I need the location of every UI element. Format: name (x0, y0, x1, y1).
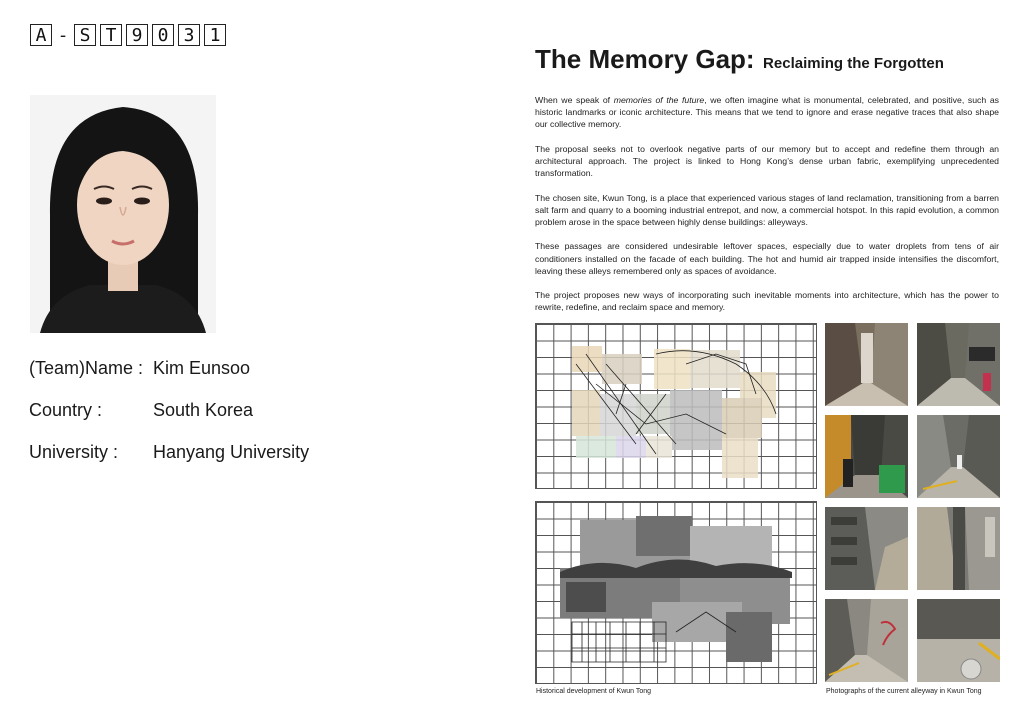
paragraph-1: When we speak of memories of the future, we often imagine what is monumental, celebrated, and positive, such as historic landmarks or iconic architecture. This means that we tend to ignore and erase negative traces that also shape our collective memory. (535, 95, 999, 130)
code-char: 0 (152, 24, 174, 46)
history-collage-grid (535, 501, 817, 684)
caption-photos: Photographs of the current alleyway in Kwun Tong (826, 688, 982, 695)
title-main: The Memory Gap: (535, 44, 755, 74)
university-label: University : (29, 442, 119, 462)
paragraph-5: The project proposes new ways of incorporating such inevitable moments into architecture, which has the power to rewrite, redefine, and reclaim space and memory. (535, 290, 999, 313)
code-char: 9 (126, 24, 148, 46)
name-row (29, 358, 251, 379)
alley-photo (917, 415, 1000, 498)
paragraph-4: These passages are considered undesirable leftover spaces, especially due to water droplets from tens of air conditioners installed on the facade of each building. The hot and humid air trapped inside intensifies the discomfort, leaving these alleys remembered only as spaces of avoidance. (535, 241, 999, 276)
name-value: Kim Eunsoo (153, 358, 251, 378)
code-char: 1 (204, 24, 226, 46)
code-char: T (100, 24, 122, 46)
paragraph-2: The proposal seeks not to overlook negative parts of our memory but to accept and redefine them through an architectural approach. The project is linked to Hong Kong’s dense urban fabric, exemplifying unprecedented transformation. (535, 143, 999, 179)
alley-photo (917, 323, 1000, 406)
alley-photo (825, 599, 908, 682)
title-subtitle: Reclaiming the Forgotten (763, 55, 944, 72)
project-description (535, 94, 999, 326)
alley-photo (825, 415, 908, 498)
code-char: A (30, 24, 52, 46)
map-collage-grid (535, 323, 817, 489)
page-title (535, 44, 944, 75)
alley-photo (825, 323, 908, 406)
caption-historical: Historical development of Kwun Tong (536, 688, 652, 695)
name-label: (Team)Name : (29, 358, 144, 378)
participant-photo (30, 95, 216, 333)
university-row (29, 442, 310, 463)
emphasis-text: memories of the future (613, 95, 705, 105)
university-value: Hanyang University (153, 442, 310, 462)
country-label: Country : (29, 400, 103, 420)
code-char: 3 (178, 24, 200, 46)
paragraph-3: The chosen site, Kwun Tong, is a place that experienced various stages of land reclamation, transitioning from a barren salt farm and quarry to a booming industrial entrepot, and now, a commercial hotspot. In this rapid evolution, a common problem arose in the space between highly dense buildings: alleyways. (535, 192, 999, 227)
alley-photo (825, 507, 908, 590)
country-value: South Korea (153, 400, 254, 420)
country-row (29, 400, 254, 421)
entry-code (30, 24, 226, 46)
alley-photo (917, 599, 1000, 682)
code-dash: - (57, 24, 69, 46)
code-char: S (74, 24, 96, 46)
alley-photo (917, 507, 1000, 590)
